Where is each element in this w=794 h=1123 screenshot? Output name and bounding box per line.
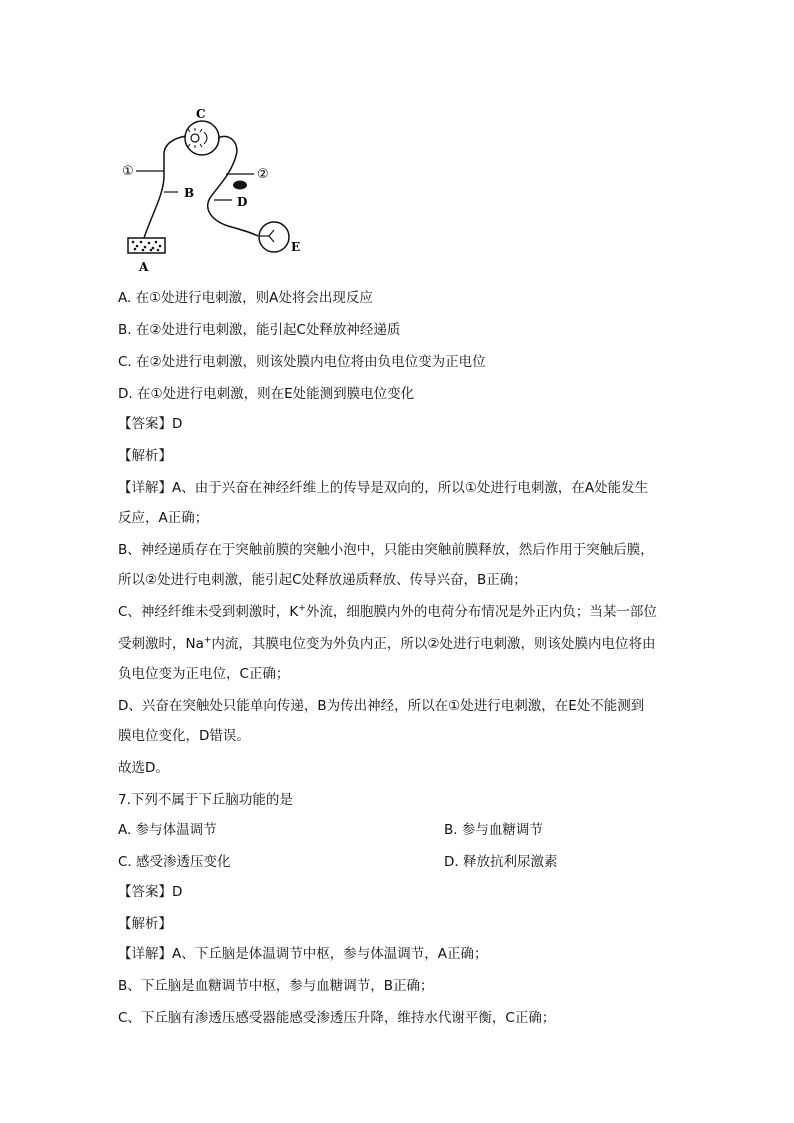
q6-detail-a-1: 【详解】A、由于兴奋在神经纤维上的传导是双向的，所以①处进行电刺激，在A处能发生 <box>118 480 649 496</box>
potassium-charge: + <box>298 603 306 614</box>
q7-option-b: B. 参与血糖调节 <box>444 822 543 838</box>
label-one: ① <box>122 164 134 179</box>
q6-detail-b-1: B、神经递质存在于突触前膜的突触小泡中，只能由突触前膜释放，然后作用于突触后膜， <box>118 542 654 558</box>
label-a: A <box>139 260 149 274</box>
q6-detail-d-1: D、兴奋在突触处只能单向传递，B为传出神经，所以在①处进行电刺激，在E处不能测到 <box>118 698 645 714</box>
q7-answer: 【答案】D <box>118 884 183 900</box>
effector-e <box>259 222 289 252</box>
option-d: D. 在①处进行电刺激，则在E处能测到膜电位变化 <box>118 386 415 402</box>
q6-detail-c-1-pre: C、神经纤维未受到刺激时，K <box>118 604 299 620</box>
q6-detail-c-1 <box>118 602 657 622</box>
q7-analysis-heading: 【解析】 <box>118 916 172 932</box>
q6-detail-c-2 <box>118 634 656 654</box>
option-b: B. 在②处进行电刺激，能引起C处释放神经递质 <box>118 322 401 338</box>
reflex-arc-diagram <box>118 102 318 274</box>
q6-detail-c-2-post: 内流，其膜电位变为外负内正，所以②处进行电刺激，则该处膜内电位将由 <box>211 636 656 652</box>
neuron-nucleus-c <box>191 134 199 142</box>
label-c: C <box>196 107 206 121</box>
q7-stem: 7.下列不属于下丘脑功能的是 <box>118 792 293 808</box>
q7-detail-c: C、下丘脑有渗透压感受器能感受渗透压升降，维持水代谢平衡，C正确； <box>118 1010 556 1026</box>
synapse-marker <box>233 181 247 190</box>
sodium-charge: + <box>203 635 212 646</box>
q6-detail-d-2: 膜电位变化，D错误。 <box>118 728 250 744</box>
label-d: D <box>237 195 248 209</box>
label-e: E <box>291 240 301 254</box>
option-c: C. 在②处进行电刺激，则该处膜内电位将由负电位变为正电位 <box>118 354 486 370</box>
receptor-a-dots <box>132 241 162 252</box>
q7-detail-b: B、下丘脑是血糖调节中枢，参与血糖调节，B正确； <box>118 978 434 994</box>
q6-analysis-heading: 【解析】 <box>118 448 172 464</box>
afferent-nerve <box>144 136 186 238</box>
q7-detail-a: 【详解】A、下丘脑是体温调节中枢，参与体温调节，A正确； <box>118 946 488 962</box>
q6-detail-c-2-pre: 受刺激时，Na <box>118 636 204 652</box>
efferent-nerve <box>208 136 258 236</box>
q7-option-a: A. 参与体温调节 <box>118 822 217 838</box>
label-b: B <box>184 186 195 200</box>
option-a: A. 在①处进行电刺激，则A处将会出现反应 <box>118 290 373 306</box>
neuron-body-c <box>185 121 219 155</box>
q7-option-c: C. 感受渗透压变化 <box>118 854 231 870</box>
q7-option-d: D. 释放抗利尿激素 <box>444 854 558 870</box>
q6-detail-b-2: 所以②处进行电刺激，能引起C处释放递质释放、传导兴奋，B正确； <box>118 572 527 588</box>
q6-detail-c-3: 负电位变为正电位，C正确； <box>118 666 290 682</box>
effector-e-endings <box>259 230 274 242</box>
q6-detail-a-2: 反应，A正确； <box>118 510 209 526</box>
q6-answer: 【答案】D <box>118 416 183 432</box>
label-two: ② <box>257 167 269 182</box>
q6-detail-c-1-post: 外流，细胞膜内外的电荷分布情况是外正内负；当某一部位 <box>305 604 657 620</box>
q6-conclusion: 故选D。 <box>118 760 169 776</box>
